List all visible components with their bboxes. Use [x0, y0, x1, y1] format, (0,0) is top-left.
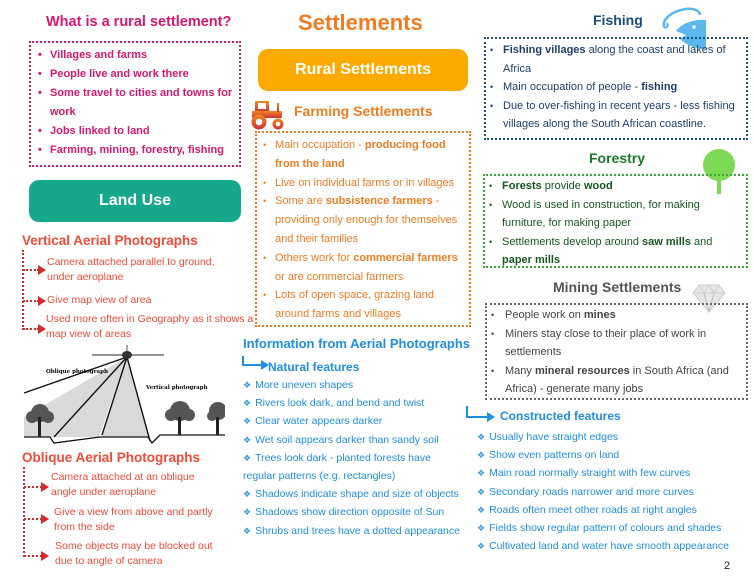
diamond-bullet-icon: ❖ [243, 452, 252, 463]
tractor-icon [248, 99, 288, 131]
page-number: 2 [724, 560, 731, 572]
oblique-aerial-heading: Oblique Aerial Photographs [22, 450, 201, 465]
aerial-photography-diagram [22, 345, 225, 445]
list-item: ❖ Secondary roads narrower and more curves [477, 485, 694, 498]
list-item: • People work on mines [491, 306, 741, 325]
list-item: ❖ Trees look dark - planted forests have [243, 451, 431, 464]
connector-line [22, 250, 24, 330]
diamond-bullet-icon: ❖ [477, 468, 486, 479]
diamond-bullet-icon: ❖ [477, 486, 486, 497]
list-item: ❖ More uneven shapes [243, 379, 354, 391]
constructed-features-list [477, 428, 752, 555]
list-item: • Farming, mining, forestry, fishing [37, 141, 233, 160]
list-item: • Due to over-fishing in recent years - less fishing villages along the South African coastline. [490, 97, 741, 134]
diamond-bullet-icon: ❖ [243, 416, 252, 427]
farming-settlements-heading: Farming Settlements [294, 103, 433, 119]
information-from-aerial-heading: Information from Aerial Photographs [243, 336, 471, 351]
svg-text:Oblique photograph: Oblique photograph [46, 369, 108, 375]
list-item: ❖ Shadows show direction opposite of Sun [243, 506, 445, 519]
diamond-bullet-icon: ❖ [477, 541, 486, 552]
arrow-right-icon [466, 406, 488, 418]
vertical-aerial-heading: Vertical Aerial Photographs [22, 233, 198, 248]
arrow-right-icon [23, 300, 39, 302]
diamond-bullet-icon: ❖ [243, 525, 252, 536]
svg-text:Vertical photograph: Vertical photograph [146, 385, 208, 391]
page-title: Settlements [298, 10, 423, 35]
list-item: ❖ Usually have straight edges [477, 431, 619, 443]
list-item: ❖ Roads often meet other roads at right angles [477, 503, 697, 516]
list-item: • Main occupation of people - fishing [490, 78, 741, 97]
forestry-heading: Forestry [589, 150, 646, 166]
list-item: • Others work for commercial farmers or are commercial farmers [263, 249, 463, 287]
list-item: regular patterns (e.g. rectangles) [243, 470, 396, 483]
arrow-right-icon [24, 555, 42, 557]
list-item: ❖ Shadows indicate shape and size of objects [243, 488, 459, 501]
diamond-bullet-icon: ❖ [477, 450, 486, 461]
fishing-heading: Fishing [593, 12, 643, 28]
arrow-right-icon [23, 269, 39, 271]
mining-settlements-heading: Mining Settlements [553, 279, 682, 295]
list-item: • Many mineral resources in South Africa (and Africa) - generate many jobs [491, 362, 741, 399]
list-item: ❖ Clear water appears darker [243, 415, 383, 428]
list-item: • Lots of open space, grazing land around farms and villages [263, 286, 463, 324]
list-item: • Jobs linked to land [37, 122, 233, 141]
diamond-bullet-icon: ❖ [243, 489, 252, 500]
arrow-right-icon [23, 328, 39, 330]
list-item: ❖ Main road normally straight with few curves [477, 467, 691, 480]
diamond-bullet-icon: ❖ [477, 432, 486, 442]
list-item: ❖ Shrubs and trees have a dotted appearance [243, 524, 460, 537]
forestry-box [483, 174, 748, 268]
diamond-bullet-icon: ❖ [243, 507, 252, 518]
list-item: ❖ Fields show regular pattern of colours and shades [477, 522, 722, 535]
diamond-bullet-icon: ❖ [243, 398, 252, 409]
list-item: • Some travel to cities and towns for work [37, 84, 233, 122]
natural-features-heading: Natural features [268, 360, 360, 374]
farming-settlements-box [255, 131, 471, 327]
vertical-aerial-point: Camera attached parallel to ground, under aeroplane [47, 256, 215, 283]
list-item: • Wood is used in construction, for making furniture, for making paper [489, 196, 741, 233]
arrow-right-icon [24, 518, 42, 520]
diamond-bullet-icon: ❖ [477, 504, 486, 515]
list-item: • Forests provide wood [489, 177, 741, 196]
natural-features-list [243, 376, 478, 540]
list-item: • Miners stay close to their place of work in settlements [491, 325, 741, 362]
vertical-aerial-point: Used more often in Geography as it shows a map view of areas [46, 313, 254, 340]
rural-settlements-banner: Rural Settlements [258, 49, 468, 91]
list-item: • Fishing villages along the coast and lakes of Africa [490, 41, 741, 78]
rural-settlement-question-heading: What is a rural settlement? [46, 14, 232, 30]
list-item: • Settlements develop around saw mills and paper mills [489, 233, 741, 270]
list-item: ❖ Cultivated land and water have smooth appearance [477, 540, 729, 553]
arrow-right-icon [242, 356, 262, 366]
list-item: ❖ Show even patterns on land [477, 449, 620, 462]
diamond-bullet-icon: ❖ [243, 380, 252, 390]
connector-line [23, 467, 25, 557]
mining-settlements-box [485, 303, 748, 400]
oblique-aerial-point: Camera attached at an oblique angle under aeroplane [51, 471, 195, 498]
rural-settlement-definition-box [29, 41, 241, 167]
arrow-right-icon [24, 486, 42, 488]
list-item: • Villages and farms [37, 46, 233, 65]
oblique-aerial-point: Some objects may be blocked out due to angle of camera [55, 540, 213, 567]
list-item: • Some are subsistence farmers - providing only enough for themselves and their families [263, 192, 463, 248]
list-item: • Live on individual farms or in villages [263, 174, 463, 193]
diamond-bullet-icon: ❖ [243, 434, 252, 445]
list-item: • People live and work there [37, 65, 233, 84]
fishing-box [484, 37, 748, 140]
list-item: • Main occupation - producing food from the land [263, 136, 463, 174]
constructed-features-heading: Constructed features [500, 409, 621, 423]
list-item: ❖ Wet soil appears darker than sandy soil [243, 433, 439, 446]
land-use-banner: Land Use [29, 180, 241, 222]
list-item: ❖ Rivers look dark, and bend and twist [243, 397, 425, 410]
diamond-bullet-icon: ❖ [477, 523, 486, 534]
vertical-aerial-point: Give map view of area [47, 294, 152, 306]
oblique-aerial-point: Give a view from above and partly from the side [54, 506, 213, 533]
